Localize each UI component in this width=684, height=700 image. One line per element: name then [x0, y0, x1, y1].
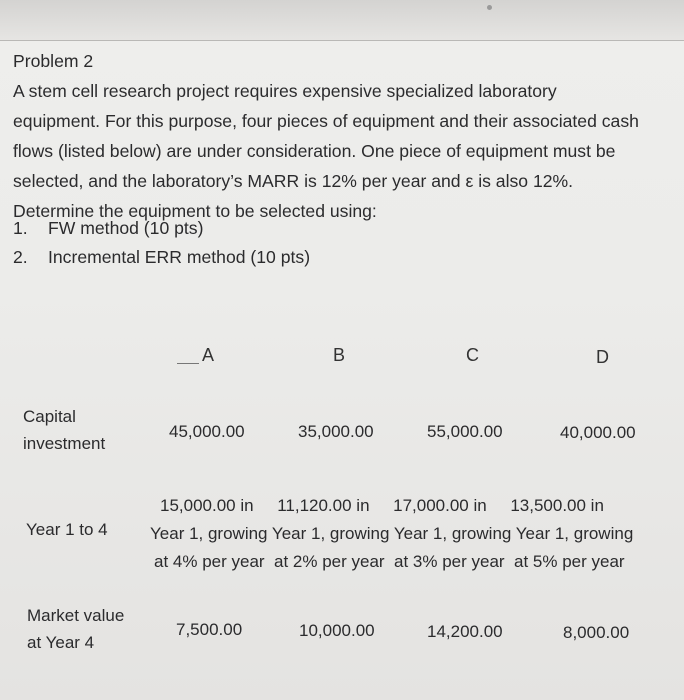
top-bezel — [0, 0, 684, 41]
method-text: FW method (10 pts) — [48, 218, 204, 238]
method-item — [13, 243, 310, 272]
row-label-year: Year 1 to 4 — [26, 520, 108, 539]
market-value-c: 14,200.00 — [427, 622, 503, 641]
method-number: 2. — [13, 247, 28, 267]
market-value-b: 10,000.00 — [299, 621, 375, 640]
capital-value-a: 45,000.00 — [169, 422, 245, 441]
growth-line: Year 1, growing Year 1, growing Year 1, growing Year 1, growing — [150, 524, 634, 543]
market-value-a: 7,500.00 — [176, 620, 243, 639]
row-label-capital: Capital investment — [23, 407, 106, 453]
scribble-mark — [177, 363, 199, 364]
problem-line: equipment. For this purpose, four pieces of equipment and their associated cash — [13, 111, 639, 131]
problem-line: selected, and the laboratory’s MARR is 12% per year and ε is also 12%. — [13, 171, 574, 191]
method-item — [13, 214, 310, 243]
method-number: 1. — [13, 218, 28, 238]
capital-value-d: 40,000.00 — [560, 423, 636, 442]
growth-cell-block — [150, 492, 670, 576]
growth-line: at 4% per year at 2% per year at 3% per year at 5% per year — [154, 552, 625, 571]
column-header-a: A — [202, 345, 215, 365]
problem-line: Determine the equipment to be selected using: — [13, 201, 377, 221]
column-header-d: D — [596, 347, 609, 367]
problem-line: flows (listed below) are under consideration. One piece of equipment must be — [13, 141, 616, 161]
method-text: Incremental ERR method (10 pts) — [48, 247, 311, 267]
capital-value-b: 35,000.00 — [298, 422, 374, 441]
method-list — [13, 214, 310, 272]
row-label-market: Market value at Year 4 — [27, 606, 125, 652]
growth-line: 15,000.00 in 11,120.00 in 17,000.00 in 13,500.00 in — [160, 496, 604, 515]
column-header-b: B — [333, 345, 346, 365]
dot-mark — [487, 5, 492, 10]
problem-title: Problem 2 — [13, 51, 94, 71]
problem-line: A stem cell research project requires expensive specialized laboratory — [13, 81, 557, 101]
capital-value-c: 55,000.00 — [427, 422, 503, 441]
market-value-d: 8,000.00 — [563, 623, 630, 642]
problem-statement — [13, 46, 681, 226]
column-header-c: C — [466, 345, 479, 365]
